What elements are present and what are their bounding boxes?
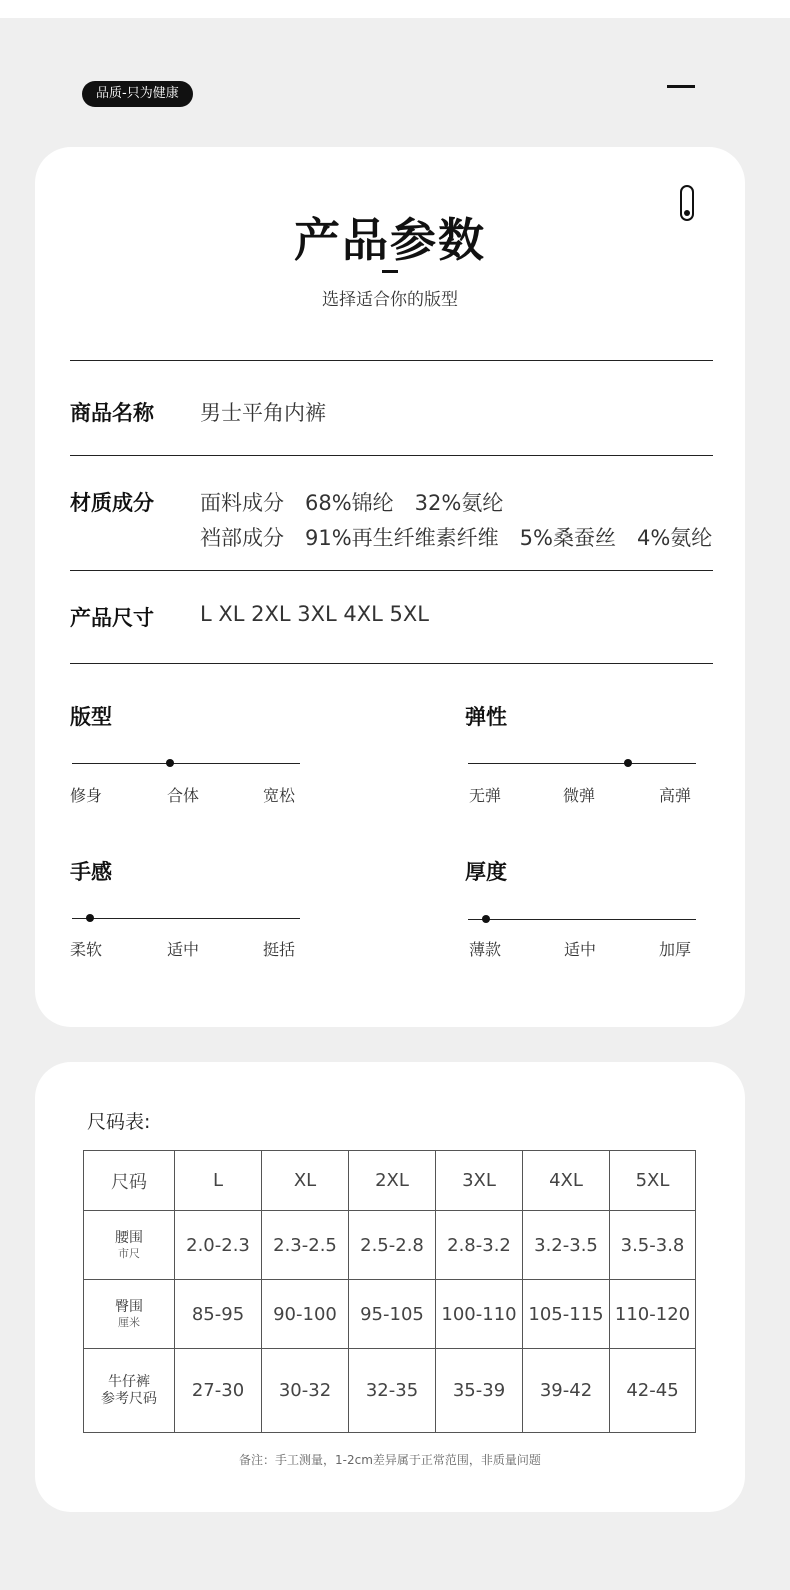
- thickness-scale: [468, 919, 696, 920]
- table-cell: 110-120: [610, 1280, 696, 1349]
- table-row: [84, 1349, 696, 1433]
- table-cell: 3.2-3.5: [523, 1211, 610, 1280]
- table-header-row: [84, 1151, 696, 1211]
- fit-scale: [72, 763, 300, 764]
- row-label-cell: [84, 1211, 175, 1280]
- row-label: 牛仔裤: [108, 1373, 150, 1390]
- table-cell: 100-110: [436, 1280, 523, 1349]
- row-label-cell: [84, 1280, 175, 1349]
- product-name-label: 商品名称: [70, 401, 154, 425]
- handfeel-label-high: 挺括: [263, 940, 296, 959]
- thickness-title: 厚度: [465, 860, 507, 884]
- product-params-card: [35, 147, 745, 1027]
- handfeel-scale-marker: [86, 914, 94, 922]
- thickness-label-low: 薄款: [469, 940, 502, 959]
- row-unit: 参考尺码: [101, 1390, 157, 1407]
- divider: [70, 570, 713, 571]
- divider: [70, 455, 713, 456]
- divider: [70, 360, 713, 361]
- table-cell: 32-35: [349, 1349, 436, 1433]
- table-cell: 2.3-2.5: [262, 1211, 349, 1280]
- row-unit: 厘米: [118, 1315, 140, 1329]
- table-cell: 42-45: [610, 1349, 696, 1433]
- fit-label-low: 修身: [70, 786, 103, 805]
- table-header-cell: L: [175, 1151, 262, 1211]
- table-header-cell: 3XL: [436, 1151, 523, 1211]
- row-label: 腰围: [115, 1229, 143, 1246]
- table-header-cell: 2XL: [349, 1151, 436, 1211]
- page-subtitle: 选择适合你的版型: [322, 290, 458, 310]
- elasticity-scale: [468, 763, 696, 764]
- fit-scale-marker: [166, 759, 174, 767]
- header-dash: [667, 85, 695, 88]
- thickness-label-mid: 适中: [564, 940, 597, 959]
- material-line-2: 裆部成分 91%再生纤维素纤维 5%桑蚕丝 4%氨纶: [200, 526, 713, 550]
- elasticity-label-low: 无弹: [469, 786, 502, 805]
- size-chart-card: [35, 1062, 745, 1512]
- table-cell: 90-100: [262, 1280, 349, 1349]
- table-row: [84, 1211, 696, 1280]
- thickness-scale-marker: [482, 915, 490, 923]
- divider: [70, 663, 713, 664]
- table-header-cell: 4XL: [523, 1151, 610, 1211]
- table-cell: 35-39: [436, 1349, 523, 1433]
- elasticity-title: 弹性: [465, 705, 507, 729]
- top-strip: [0, 0, 790, 18]
- table-cell: 95-105: [349, 1280, 436, 1349]
- product-name-value: 男士平角内裤: [200, 401, 326, 425]
- table-cell: 30-32: [262, 1349, 349, 1433]
- fit-label-high: 宽松: [263, 786, 296, 805]
- handfeel-label-low: 柔软: [70, 940, 103, 959]
- title-underline: [382, 270, 398, 273]
- table-header-cell: 5XL: [610, 1151, 696, 1211]
- size-value: L XL 2XL 3XL 4XL 5XL: [200, 602, 429, 626]
- table-cell: 2.8-3.2: [436, 1211, 523, 1280]
- elasticity-scale-marker: [624, 759, 632, 767]
- table-cell: 3.5-3.8: [610, 1211, 696, 1280]
- page-title: 产品参数: [294, 213, 486, 267]
- elasticity-label-high: 高弹: [659, 786, 692, 805]
- size-chart-title: 尺码表:: [87, 1111, 151, 1133]
- size-table: [83, 1150, 696, 1433]
- table-cell: 39-42: [523, 1349, 610, 1433]
- elasticity-label-mid: 微弹: [563, 786, 596, 805]
- fit-label-mid: 合体: [167, 786, 200, 805]
- table-cell: 85-95: [175, 1280, 262, 1349]
- handfeel-scale: [72, 918, 300, 919]
- material-label: 材质成分: [70, 491, 154, 515]
- size-label: 产品尺寸: [70, 606, 154, 630]
- material-line-1: 面料成分 68%锦纶 32%氨纶: [200, 491, 504, 515]
- table-cell: 105-115: [523, 1280, 610, 1349]
- table-cell: 27-30: [175, 1349, 262, 1433]
- table-cell: 2.5-2.8: [349, 1211, 436, 1280]
- quality-badge: 品质-只为健康: [82, 81, 193, 107]
- row-label: 臀围: [115, 1298, 143, 1315]
- table-cell: 2.0-2.3: [175, 1211, 262, 1280]
- table-header-cell: 尺码: [84, 1151, 175, 1211]
- row-label-cell: [84, 1349, 175, 1433]
- thickness-label-high: 加厚: [659, 940, 692, 959]
- handfeel-label-mid: 适中: [167, 940, 200, 959]
- handfeel-title: 手感: [70, 860, 112, 884]
- fit-title: 版型: [70, 705, 112, 729]
- measurement-note: 备注：手工测量，1-2cm差异属于正常范围，非质量问题: [239, 1453, 541, 1467]
- table-row: [84, 1280, 696, 1349]
- table-header-cell: XL: [262, 1151, 349, 1211]
- row-unit: 市尺: [118, 1246, 140, 1260]
